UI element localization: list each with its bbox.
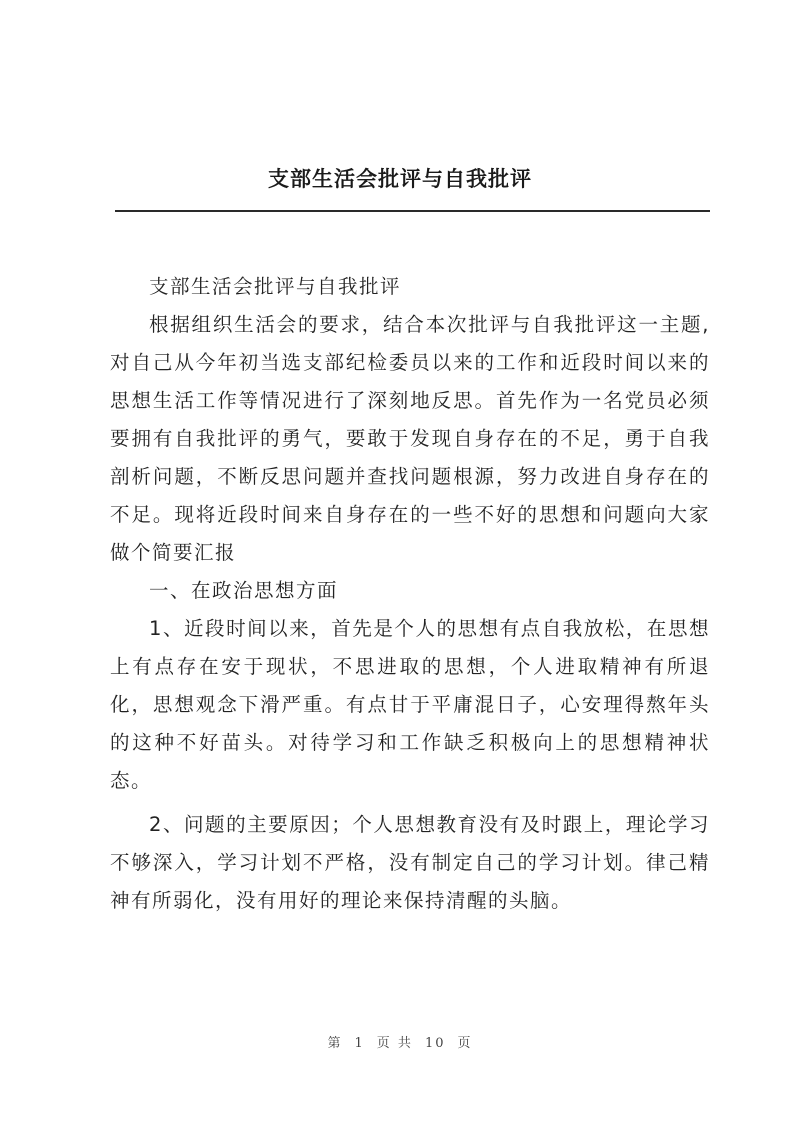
document-body	[110, 268, 710, 920]
footer-label-page: 第	[327, 1036, 343, 1051]
page-footer	[0, 1032, 800, 1051]
paragraph-intro: 根据组织生活会的要求，结合本次批评与自我批评这一主题,对自己从今年初当选支部纪检委员以来的工作和近段时间以来的思想生活工作等情况进行了深刻地反思。首先作为一名党员必须要拥有自我批评的勇气，要敢于发现自身存在的不足，勇于自我剖析问题，不断反思问题并查找问题根源，努力改进自身存在的不足。现将近段时间来自身存在的一些不好的思想和问题向大家做个简要汇报	[110, 313, 710, 564]
footer-label-pages: 页	[457, 1036, 473, 1051]
footer-label-of: 页 共	[376, 1036, 413, 1051]
paragraph-item-2: 2、问题的主要原因；个人思想教育没有及时跟上，理论学习不够深入，学习计划不严格，没有制定自己的学习计划。律己精神有所弱化，没有用好的理论来保持清醒的头脑。	[110, 813, 710, 912]
document-title: 支部生活会批评与自我批评	[268, 166, 532, 191]
paragraph-section-heading: 一、在政治思想方面	[149, 579, 339, 602]
paragraph-item-1: 1、近段时间以来，首先是个人的思想有点自我放松，在思想上有点存在安于现状，不思进取的思想，个人进取精神有所退化，思想观念下滑严重。有点甘于平庸混日子，心安理得熬年头的这种不好苗头。对待学习和工作缺乏积极向上的思想精神状态。	[110, 617, 710, 792]
title-underline	[115, 210, 710, 212]
footer-current-page: 1	[354, 1036, 365, 1051]
paragraph-heading: 支部生活会批评与自我批评	[149, 275, 402, 298]
footer-total-pages: 10	[424, 1036, 446, 1051]
